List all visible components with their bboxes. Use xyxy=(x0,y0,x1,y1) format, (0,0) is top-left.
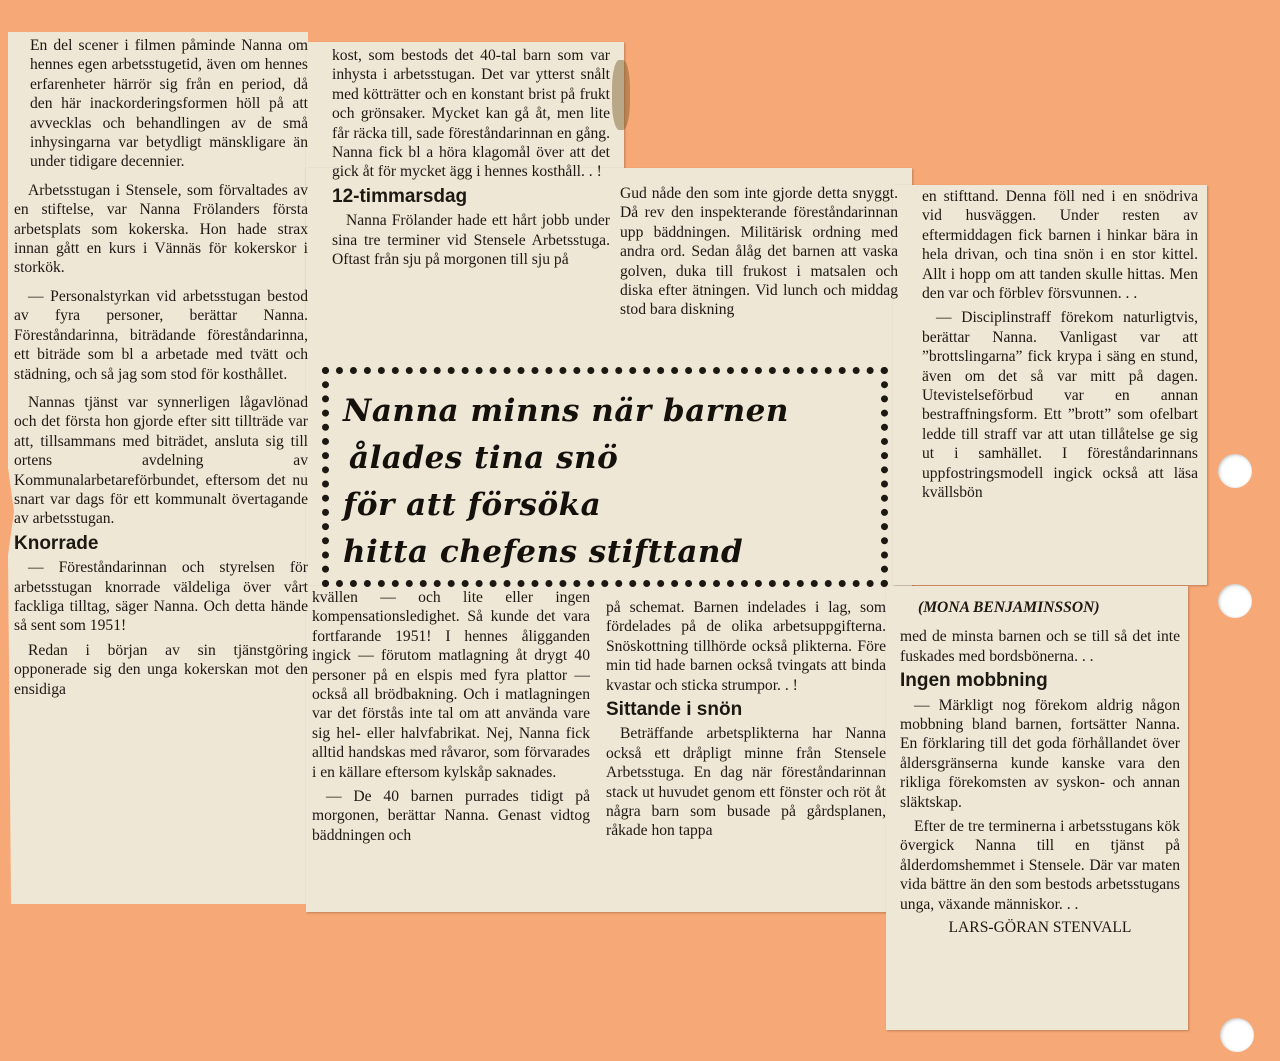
headline-line: för att försöka xyxy=(343,487,602,523)
paragraph: Efter de tre terminerna i arbetsstugans kök övergick Nanna till en tjänst på ålderdomshemmet i Stensele. Där var maten vida bättre än den som bestods arbetsstugans unga, växande människor. . . xyxy=(900,818,1180,913)
paragraph: — Märkligt nog förekom aldrig någon mobbning bland barnen, fortsätter Nanna. En förklaring till det goda förhållandet över åldersgränserna kunde kanske vara den rikliga förekomsten av syskon- och annan släktskap. xyxy=(900,696,1180,811)
article-column-4 xyxy=(922,187,1198,503)
byline: LARS-GÖRAN STENVALL xyxy=(948,919,1132,937)
paragraph: Nanna Frölander hade ett hårt jobb under sina tre terminer vid Stensele Arbetsstuga. Oftast från sju på morgonen till sju på xyxy=(332,212,610,269)
headline-box xyxy=(322,367,888,587)
subheading-sittande-i-snon: Sittande i snön xyxy=(606,699,743,721)
binder-hole xyxy=(1218,454,1252,488)
paragraph: — Disciplinstraff förekom naturligtvis, berättar Nanna. Vanligast var att ”brottslingarna” fick krypa i säng en stund, även om det så var mitt på dagen. Utevistelseförbud var en annan bestraffningsform. Ett ”brott” som ofelbart ledde till straff var att utan tillåtelse ge sig ut i samhället. I föreståndarinnans uppfostringsmodell ingick också att läsa kvällsbön xyxy=(922,309,1198,502)
article-column-3 xyxy=(620,184,898,320)
subheading-knorrade: Knorrade xyxy=(14,532,99,554)
paragraph: — Föreståndarinnan och styrelsen för arbetsstugan knorrade väldeliga över vårt fackliga tilltag, säger Nanna. Och detta hände så sent som 1951! xyxy=(14,559,308,635)
paragraph: kvällen — och lite eller ingen kompensationsledighet. Så kunde det vara fortfarande 1951! I hennes åligganden ingick — förutom matlagning åt drygt 40 personer på en elspis med fyra plattor — också all brödbakning. Och i matlagningen var det förstås inte tal om att använda vare sig hel- eller halvfabrikat. Nej, Nanna fick alltid handskas med råvaror, som förvarades i en källare eftersom kylskåp saknades. xyxy=(312,589,590,781)
headline xyxy=(343,388,789,576)
paragraph: — De 40 barnen purrades tidigt på morgonen, berättar Nanna. Genast vidtog bäddningen och xyxy=(312,788,590,844)
paragraph: Beträffande arbetsplikterna har Nanna också ett dråpligt minne från Stensele Arbetsstuga. En dag när föreståndarinnan stack ut huvudet genom ett fönster och röt åt några barn som busade på gårdsplanen, råkade hon tappa xyxy=(606,725,886,840)
subheading-ingen-mobbning: Ingen mobbning xyxy=(900,670,1048,692)
paragraph: — Personalstyrkan vid arbetsstugan bestod av fyra personer, berättar Nanna. Föreståndarinna, biträdande föreståndarinna, ett biträde som bl a arbetade med tvätt och städning, och så jag som stod för kosthållet. xyxy=(14,287,308,383)
article-column-7 xyxy=(900,598,1180,938)
glue-stain xyxy=(612,60,630,130)
article-column-1 xyxy=(14,36,308,699)
headline-line: hitta chefens stifttand xyxy=(343,534,744,570)
paragraph: Redan i början av sin tjänstgöring opponerade sig den unga kokerskan mot den ensidiga xyxy=(14,641,308,698)
subheading-12-timmarsdag: 12-timmarsdag xyxy=(332,185,468,207)
paragraph: på schemat. Barnen indelades i lag, som fördelades på de olika arbetsuppgifterna. Snöskottning tillhörde också plikterna. Före min tid hade barnen också tvingats att binda kvastar och sticka strumpor. . ! xyxy=(606,599,886,694)
paragraph: kost, som bestods det 40-tal barn som var inhysta i arbetsstugan. Det var ytterst snålt med kötträtter och en konstant brist på frukt och grönsaker. Mycket kan gå åt, men lite får räcka till, sade föreståndarinnan en gång. Nanna fick bl a höra klagomål över att det gick åt för mycket ägg i hennes kosthåll. . ! xyxy=(332,47,610,181)
binder-hole xyxy=(1220,1018,1254,1052)
binder-hole xyxy=(1218,584,1252,618)
article-column-5 xyxy=(312,588,590,845)
paragraph: med de minsta barnen och se till så det inte fuskades med bordsbönerna. . . xyxy=(900,628,1180,665)
photo-credit: (MONA BENJAMINSSON) xyxy=(918,599,1100,616)
paragraph: Nannas tjänst var synnerligen lågavlönad och det första hon gjorde efter sitt tillträde var att, tillsammans med biträdet, ansluta sig till ortens avdelning av Kommunalarbetareförbundet, eftersom det nu snart var dags för ett kommunalt övertagande av arbetsstugan. xyxy=(14,393,308,528)
paragraph: en stifttand. Denna föll ned i en snödriva vid husväggen. Under resten av eftermiddagen fick barnen i hinkar bära in hela drivan, och tina snön i en stor kittel. Allt i hopp om att tanden skulle hittas. Men den var och förblev försvunnen. . . xyxy=(922,188,1198,303)
headline-line: ålades tina snö xyxy=(349,440,619,476)
article-column-2 xyxy=(332,46,610,269)
paragraph: Gud nåde den som inte gjorde detta snyggt. Då rev den inspekterande föreståndarinnan upp bäddningen. Militärisk ordning med andra ord. Sedan ålåg det barnen att vaska golven, duka till frukost i matsalen och diska efter ätningen. Vid lunch och middag stod bara diskning xyxy=(620,185,898,319)
headline-line: Nanna minns när barnen xyxy=(343,393,789,429)
article-column-6 xyxy=(606,598,886,841)
paragraph: En del scener i filmen påminde Nanna om hennes egen arbetsstugetid, även om hennes erfarenheter härrör sig från en period, då den här inackorderingsformen höll på att avvecklas och behandlingen av de små inhysingarna var betydligt mänskligare än under tidigare decennier. xyxy=(30,37,308,171)
paragraph: Arbetsstugan i Stensele, som förvaltades av en stiftelse, var Nanna Frölanders första arbetsplats som kokerska. Hon hade strax innan gått en kurs i Vännäs för kokerskor i storkök. xyxy=(14,181,308,277)
